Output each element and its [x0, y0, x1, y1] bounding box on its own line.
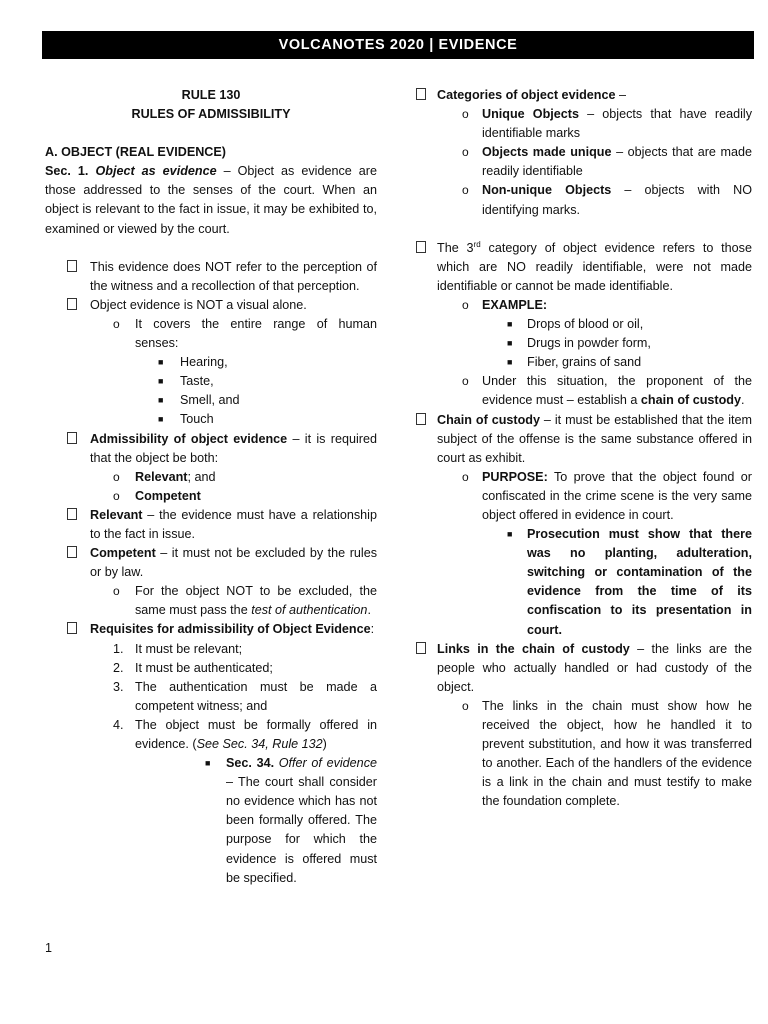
list-item: This evidence does NOT refer to the perception of the witness and a recollection of that perception.	[45, 258, 377, 296]
square-bullet-icon: ■	[507, 357, 513, 368]
circle-bullet-icon: o	[462, 698, 469, 713]
circle-bullet-icon: o	[462, 145, 469, 160]
example-item: ■ Fiber, grains of sand	[416, 353, 752, 372]
square-bullet-icon: ■	[158, 357, 164, 368]
requisite-item: 4. The object must be formally offered in evidence. (See Sec. 34, Rule 132)	[113, 717, 377, 751]
list-item: Requisites for admissibility of Object Evidence:	[45, 620, 377, 639]
circle-bullet-icon: o	[462, 107, 469, 122]
prosecution-item: ■ Prosecution must show that there was no planting, adulteration, switching or contamination of the evidence from the time of its confiscation to its presentation in court.	[507, 527, 752, 637]
circle-bullet-icon: o	[113, 469, 120, 484]
list-item: The 3rd category of object evidence refers to those which are NO readily identifiable, were not made identifiable or cannot be made identifiable.	[416, 239, 752, 296]
circle-bullet-icon: o	[113, 584, 120, 599]
rule-title: RULES OF ADMISSIBILITY	[131, 107, 291, 122]
sec1-paragraph: Sec. 1. Object as evidence – Object as evidence are those addressed to the senses of the court. When an object is relevant to the fact in issue, it may be exhibited to, examined or viewed by the court.	[45, 164, 377, 236]
section-heading: A. OBJECT (REAL EVIDENCE)	[45, 145, 226, 160]
square-bullet-icon: ■	[158, 376, 164, 387]
sense-item: ■ Taste,	[45, 372, 377, 391]
left-column	[45, 86, 377, 888]
list-item: Admissibility of object evidence – it is required that the object be both:	[45, 430, 377, 468]
sub-list-item: o Under this situation, the proponent of the evidence must – establish a chain of custody.	[462, 374, 752, 408]
example-item: ■ Drops of blood or oil,	[416, 315, 752, 334]
sense-item: ■ Touch	[45, 410, 377, 429]
checkbox-bullet-icon	[67, 508, 77, 520]
list-item: Object evidence is NOT a visual alone.	[45, 296, 377, 315]
checkbox-bullet-icon	[67, 546, 77, 558]
sub-list-item: o Non-unique Objects – objects with NO identifying marks.	[462, 183, 752, 217]
circle-bullet-icon: o	[462, 374, 469, 389]
page-header: VOLCANOTES 2020 | EVIDENCE	[42, 31, 754, 59]
circle-bullet-icon: o	[462, 183, 469, 198]
checkbox-bullet-icon	[416, 241, 426, 253]
sub-list-item: o PURPOSE: To prove that the object found or confiscated in the crime scene is the very same object offered in evidence in court.	[462, 469, 752, 522]
list-item: Competent – it must not be excluded by the rules or by law.	[45, 544, 377, 582]
sub-list-item: o For the object NOT to be excluded, the same must pass the test of authentication.	[113, 584, 377, 618]
sense-item: ■ Smell, and	[45, 391, 377, 410]
requisite-item: 3. The authentication must be made a competent witness; and	[113, 679, 377, 713]
circle-bullet-icon: o	[113, 316, 120, 331]
sec34-item: ■ Sec. 34. Offer of evidence – The court shall consider no evidence which has not been formally offered. The purpose for which the evidence is offered must be specified.	[205, 756, 377, 885]
page-number: 1	[45, 941, 53, 955]
sub-list-item: o Unique Objects – objects that have readily identifiable marks	[462, 107, 752, 141]
list-item: Categories of object evidence –	[416, 86, 752, 105]
right-column	[416, 86, 752, 811]
square-bullet-icon: ■	[205, 758, 211, 769]
checkbox-bullet-icon	[67, 298, 77, 310]
circle-bullet-icon: o	[113, 488, 120, 503]
checkbox-bullet-icon	[67, 432, 77, 444]
sub-list-item: o Relevant; and	[45, 468, 377, 487]
requisite-item: 2. It must be authenticated;	[113, 660, 273, 675]
list-item: Links in the chain of custody – the links are the people who actually handled or had custody of the object.	[416, 640, 752, 697]
square-bullet-icon: ■	[507, 319, 513, 330]
checkbox-bullet-icon	[416, 88, 426, 100]
list-item: Chain of custody – it must be established that the item subject of the offense is the same substance offered in court as exhibit.	[416, 411, 752, 468]
checkbox-bullet-icon	[67, 260, 77, 272]
square-bullet-icon: ■	[507, 529, 513, 540]
checkbox-bullet-icon	[416, 413, 426, 425]
rule-number: RULE 130	[181, 88, 241, 102]
checkbox-bullet-icon	[416, 642, 426, 654]
square-bullet-icon: ■	[158, 414, 164, 425]
sense-item: ■ Hearing,	[45, 353, 377, 372]
list-item: Relevant – the evidence must have a relationship to the fact in issue.	[45, 506, 377, 544]
example-item: ■ Drugs in powder form,	[416, 334, 752, 353]
circle-bullet-icon: o	[462, 469, 469, 484]
square-bullet-icon: ■	[507, 338, 513, 349]
sub-list-item: o EXAMPLE:	[416, 296, 752, 315]
circle-bullet-icon: o	[462, 297, 469, 312]
sub-list-item: o The links in the chain must show how he received the object, how he handled it to prevent substitution, and how it was transferred to another. Each of the handlers of the evidence is a link in the chain and must testify to make the foundation complete.	[462, 698, 752, 809]
square-bullet-icon: ■	[158, 395, 164, 406]
sub-list-item: o Objects made unique – objects that are made readily identifiable	[462, 145, 752, 179]
checkbox-bullet-icon	[67, 622, 77, 634]
sub-list-item: o Competent	[45, 487, 377, 506]
requisite-item: 1. It must be relevant;	[113, 641, 243, 656]
sub-list-item: o It covers the entire range of human senses:	[113, 316, 377, 351]
